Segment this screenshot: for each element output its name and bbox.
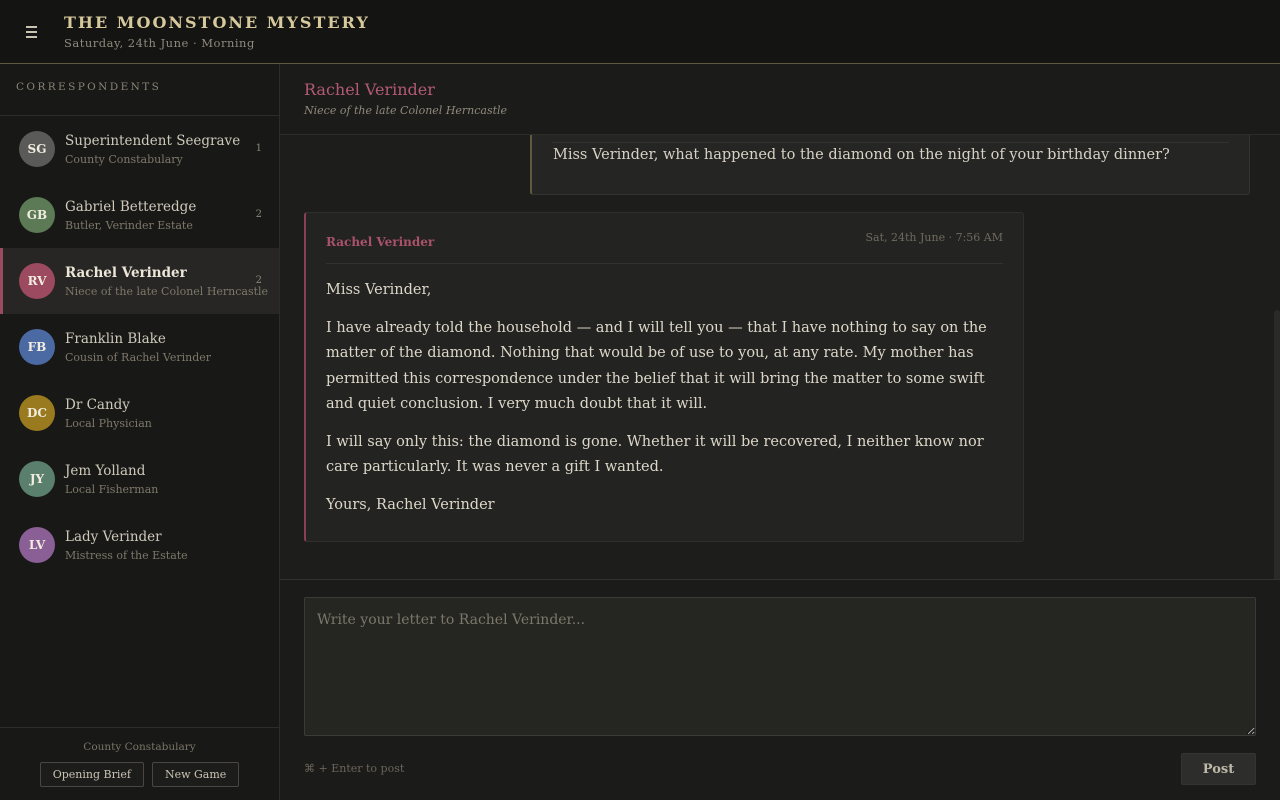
new-game-button[interactable]: New Game — [152, 762, 239, 787]
avatar: LV — [19, 527, 55, 563]
contact-role: Niece of the late Colonel Herncastle — [65, 285, 269, 298]
unread-count: 1 — [255, 143, 262, 154]
avatar: GB — [19, 197, 55, 233]
contact-role: Local Fisherman — [65, 483, 159, 496]
outgoing-message-text: Miss Verinder, what happened to the diamond on the night of your birthday dinner? — [553, 147, 1170, 163]
unread-count: 2 — [255, 275, 262, 286]
contact-item-jem-yolland[interactable] — [0, 446, 279, 512]
contact-role: County Constabulary — [65, 153, 183, 166]
unread-count: 2 — [255, 209, 262, 220]
letter-header — [326, 213, 1003, 264]
conversation-header — [280, 64, 1280, 135]
contact-item-betteredge[interactable] — [0, 182, 279, 248]
avatar: DC — [19, 395, 55, 431]
contact-role: Cousin of Rachel Verinder — [65, 351, 212, 364]
letter-paragraph: Yours, Rachel Verinder — [326, 496, 495, 513]
sidebar-heading: CORRESPONDENTS — [0, 64, 279, 116]
app-header — [0, 0, 1280, 64]
contact-item-franklin-blake[interactable] — [0, 314, 279, 380]
contact-name: Gabriel Betteredge — [65, 199, 197, 215]
menu-icon[interactable] — [26, 21, 48, 43]
contact-role: Local Physician — [65, 417, 152, 430]
conversation-title: Rachel Verinder — [304, 80, 435, 99]
avatar: RV — [19, 263, 55, 299]
sidebar — [0, 64, 280, 800]
avatar: SG — [19, 131, 55, 167]
contact-item-dr-candy[interactable] — [0, 380, 279, 446]
opening-brief-button[interactable]: Opening Brief — [40, 762, 144, 787]
letter-paragraph: I will say only this: the diamond is gone. Whether it will be recovered, I neither know nor care particularly. It was never a gift I wanted. — [326, 433, 984, 475]
contact-name: Jem Yolland — [65, 463, 146, 479]
letter-body — [326, 264, 1003, 518]
divider — [552, 142, 1229, 143]
letter-timestamp: Sat, 24th June · 7:56 AM — [865, 231, 1003, 244]
contact-name: Lady Verinder — [65, 529, 162, 545]
letter-input[interactable] — [304, 597, 1256, 736]
app-subtitle: Saturday, 24th June · Morning — [64, 36, 255, 50]
avatar: FB — [19, 329, 55, 365]
contact-name: Superintendent Seegrave — [65, 133, 241, 149]
footer-org-label: County Constabulary — [83, 741, 196, 753]
post-button[interactable]: Post — [1181, 753, 1256, 785]
letter-sender: Rachel Verinder — [326, 235, 435, 249]
contact-role: Butler, Verinder Estate — [65, 219, 193, 232]
contact-name: Dr Candy — [65, 397, 130, 413]
contact-name: Rachel Verinder — [65, 265, 187, 281]
outgoing-message — [530, 135, 1250, 195]
avatar: JY — [19, 461, 55, 497]
contact-item-rachel-verinder[interactable] — [0, 248, 279, 314]
conversation-panel — [280, 64, 1280, 800]
composer — [280, 579, 1280, 800]
contact-name: Franklin Blake — [65, 331, 166, 347]
post-shortcut-hint: ⌘ + Enter to post — [304, 762, 405, 775]
letter-paragraph: I have already told the household — and I will tell you — that I have nothing to say on the matter of the diamond. Nothing that would be of use to you, at any rate. My mother has permitted this correspondence under the belief that it will bring the matter to some swift and quiet conclusion. I very much doubt that it will. — [326, 319, 987, 412]
incoming-letter — [304, 212, 1024, 542]
contact-item-seegrave[interactable] — [0, 116, 279, 182]
app-title: THE MOONSTONE MYSTERY — [64, 13, 370, 32]
title-block — [64, 13, 370, 50]
contact-role: Mistress of the Estate — [65, 549, 188, 562]
contact-item-lady-verinder[interactable] — [0, 512, 279, 578]
conversation-subtitle: Niece of the late Colonel Herncastle — [304, 104, 508, 117]
message-list[interactable] — [280, 135, 1280, 579]
letter-paragraph: Miss Verinder, — [326, 282, 432, 298]
sidebar-footer — [0, 727, 279, 800]
